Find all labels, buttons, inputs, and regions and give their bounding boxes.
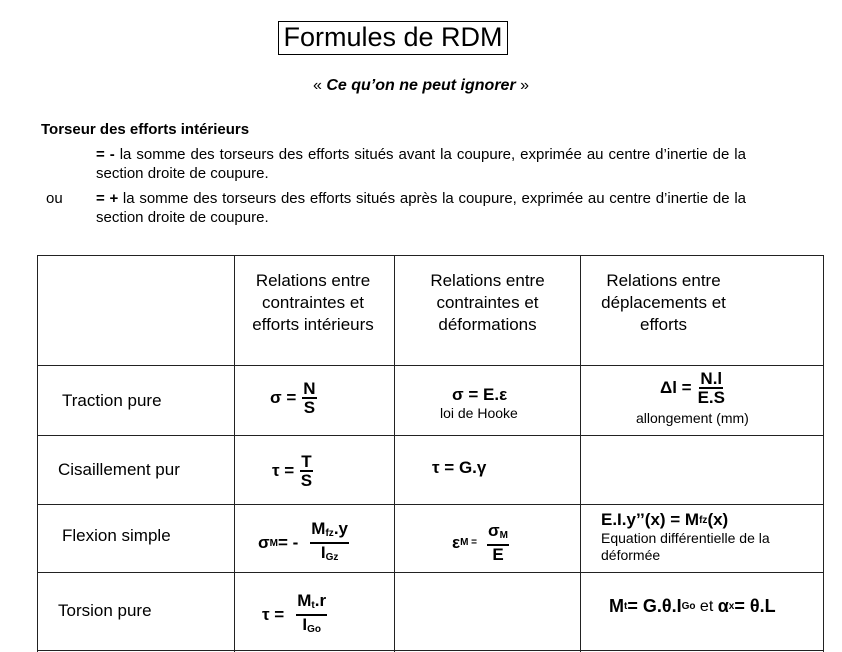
subtitle-text: Ce qu’on ne peut ignorer — [326, 77, 516, 94]
subscript: M — [269, 537, 278, 549]
subscript: Go — [681, 601, 696, 612]
subscript: M = — [460, 537, 478, 548]
denominator-base: I — [302, 615, 308, 634]
formula — [609, 596, 776, 617]
or-label: ou — [46, 190, 63, 207]
subtitle — [0, 77, 842, 95]
formula — [660, 370, 725, 406]
table-border — [37, 365, 824, 366]
definition-line-2 — [96, 189, 746, 227]
column-header: Relations entre contraintes et efforts intérieurs — [252, 271, 374, 334]
formula-note: loi de Hooke — [440, 405, 518, 421]
formula-lhs: τ = — [272, 461, 295, 480]
numerator — [296, 592, 327, 616]
numerator: N.l — [700, 369, 723, 388]
table-border — [37, 255, 824, 256]
fraction — [302, 380, 316, 416]
formula-tail: (x) — [707, 510, 729, 529]
table-border — [580, 255, 581, 652]
numerator-tail: .y — [333, 519, 348, 538]
row-label: Traction pure — [62, 391, 162, 410]
subscript: x — [728, 601, 735, 612]
subscript: t — [311, 600, 315, 611]
numerator-base: σ — [488, 521, 500, 540]
column-header: Relations entre déplacements et efforts — [601, 271, 726, 334]
subscript: t — [624, 601, 628, 612]
column-header: Relations entre contraintes et déformations — [430, 271, 545, 334]
fraction — [300, 453, 312, 489]
subscript: Gz — [325, 552, 339, 563]
formula: σ = E.ε — [452, 385, 508, 404]
section-heading: Torseur des efforts intérieurs — [41, 121, 250, 138]
formula — [258, 520, 349, 566]
row-label: Cisaillement pur — [58, 460, 180, 479]
table-border — [234, 255, 235, 652]
numerator: T — [301, 452, 312, 471]
formula-note: allongement (mm) — [636, 410, 749, 426]
quote-open: « — [312, 77, 327, 94]
plus-sign: = + — [96, 190, 119, 207]
formula — [272, 453, 313, 489]
numerator-base: M — [297, 591, 312, 610]
subscript: fz — [325, 528, 334, 539]
denominator: E.S — [697, 388, 725, 407]
subscript: M — [499, 530, 509, 541]
formula-part: M — [609, 596, 624, 616]
formula-part: = G.θ.I — [627, 596, 682, 616]
fraction — [310, 520, 349, 566]
numerator-tail: .r — [314, 591, 327, 610]
definition-text-2: la somme des torseurs des efforts situés après la coupure, exprimée au centre d’inertie de la section droite de coupure. — [96, 190, 746, 226]
definition-text-1: la somme des torseurs des efforts situés avant la coupure, exprimée au centre d’inertie de la section droite de coupure. — [96, 146, 746, 182]
row-label: Torsion pure — [58, 601, 152, 620]
fraction — [698, 370, 725, 406]
formula: τ = G.γ — [432, 458, 487, 477]
table-border — [37, 572, 824, 573]
subscript: fz — [699, 514, 708, 526]
formula-note: Equation différentielle de la déformée — [601, 530, 770, 563]
table-border — [37, 504, 824, 505]
formula — [262, 592, 327, 638]
formula-lhs: Δl = — [660, 378, 692, 397]
denominator-base: I — [320, 543, 326, 562]
formula-eq: = - — [277, 533, 299, 552]
formula-part: = θ.L — [734, 596, 776, 616]
numerator — [310, 520, 349, 544]
denominator: E — [492, 545, 504, 564]
formula-lhs: σ — [258, 533, 270, 552]
numerator-base: M — [311, 519, 326, 538]
formula-lhs: τ = — [262, 605, 285, 624]
formula — [270, 380, 317, 416]
page-title: Formules de RDM — [278, 21, 508, 55]
formula-lhs: ε — [452, 532, 461, 552]
denominator: S — [300, 471, 313, 490]
minus-sign: = - — [96, 146, 115, 163]
table-border — [37, 255, 38, 652]
fraction — [487, 522, 509, 563]
formula — [601, 510, 728, 530]
table-border — [37, 435, 824, 436]
denominator — [321, 544, 339, 566]
numerator — [487, 522, 509, 546]
row-label: Flexion simple — [62, 526, 171, 545]
table-border — [823, 255, 824, 652]
numerator: N — [303, 379, 316, 398]
subscript: Go — [307, 624, 321, 635]
formula-part: α — [717, 596, 729, 616]
fraction — [296, 592, 327, 638]
formula-conjunction: et — [695, 597, 718, 615]
formula-main: E.I.y’’(x) = M — [601, 510, 700, 529]
table-border — [37, 650, 824, 651]
formula-lhs: σ = — [270, 388, 297, 407]
table-border — [394, 255, 395, 652]
denominator — [302, 616, 321, 638]
definition-line-1 — [96, 145, 746, 183]
formula — [452, 522, 509, 563]
denominator: S — [303, 398, 316, 417]
quote-close: » — [515, 77, 530, 94]
